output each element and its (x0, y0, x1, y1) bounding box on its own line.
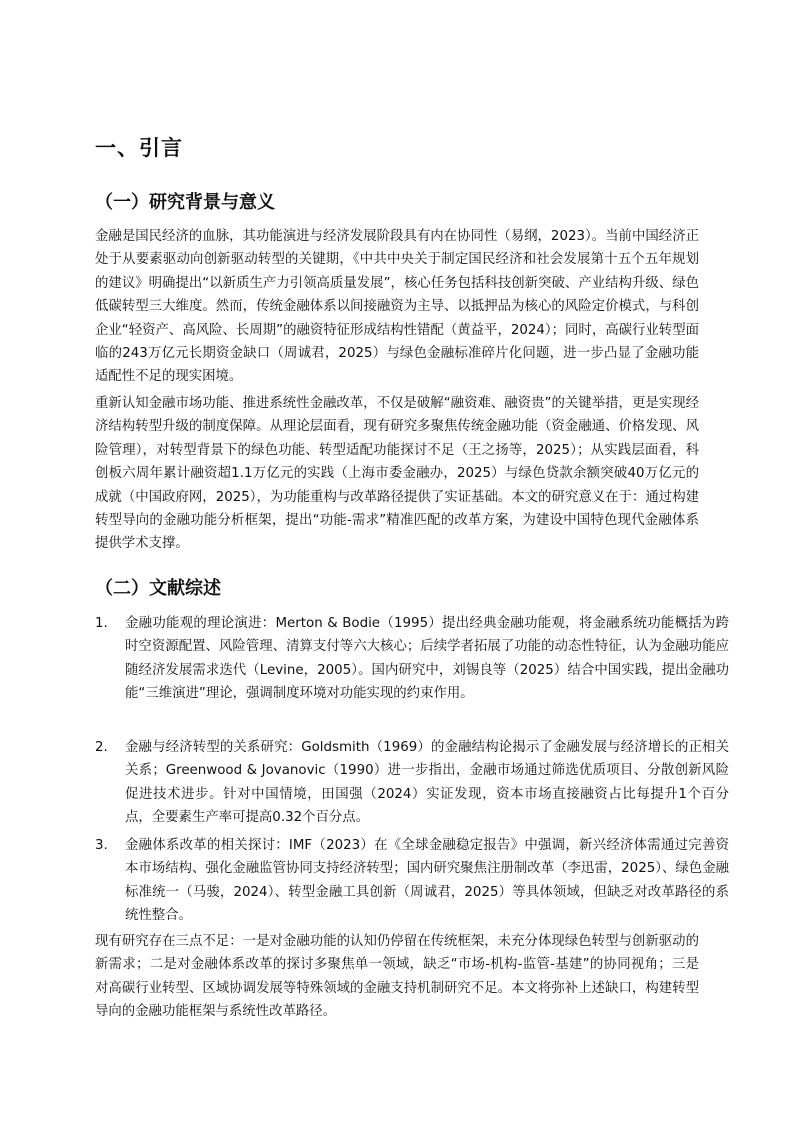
list-item-text: 金融体系改革的相关探讨：IMF（2023）在《全球金融稳定报告》中强调，新兴经济体需通过完善资本市场结构、强化金融监管协同支持经济转型；国内研究聚焦注册制改革（李迅雷，2025）、绿色金融标准统一（马骏，2024）、转型金融工具创新（周诚君，2025）等具体领域，但缺乏对改革路径的系统性整合。 (125, 838, 729, 924)
chapter-heading: 一、引言 (95, 136, 183, 160)
list-item (95, 736, 729, 830)
section-heading-background: （一）研究背景与意义 (95, 192, 275, 213)
list-item-number: 1. (95, 616, 108, 631)
section-heading-literature: （二）文献综述 (95, 578, 221, 599)
list-item (95, 834, 729, 928)
list-item-text: 金融功能观的理论演进：Merton & Bodie（1995）提出经典金融功能观，将金融系统功能概括为跨时空资源配置、风险管理、清算支付等六大核心；后续学者拓展了功能的动态性特征，认为金融功能应随经济发展需求迭代（Levine，2005）。国内研究中，刘锡良等（2025）结合中国实践，提出金融功能“三维演进”理论，强调制度环境对功能实现的约束作用。 (125, 616, 729, 702)
paragraph-background: 金融是国民经济的血脉，其功能演进与经济发展阶段具有内在协同性（易纲，2023）。当前中国经济正处于从要素驱动向创新驱动转型的关键期，《中共中央关于制定国民经济和社会发展第十五个五年规划的建议》明确提出“以新质生产力引领高质量发展”，核心任务包括科技创新突破、产业结构升级、绿色低碳转型三大维度。然而，传统金融体系以间接融资为主导、以抵押品为核心的风险定价模式，与科创企业“轻资产、高风险、长周期”的融资特征形成结构性错配（黄益平，2024）；同时，高碳行业转型面临的243万亿元长期资金缺口（周诚君，2025）与绿色金融标准碎片化问题，进一步凸显了金融功能适配性不足的现实困境。 (95, 229, 699, 385)
paragraph-research-gaps: 现有研究存在三点不足：一是对金融功能的认知仍停留在传统框架，未充分体现绿色转型与创新驱动的新需求；二是对金融体系改革的探讨多聚焦单一领域，缺乏“市场-机构-监管-基建”的协同视角；三是对高碳行业转型、区域协调发展等特殊领域的金融支持机制研究不足。本文将弥补上述缺口，构建转型导向的金融功能框架与系统性改革路径。 (95, 934, 699, 1020)
list-item (95, 612, 729, 706)
list-item-number: 3. (95, 838, 108, 853)
list-item-number: 2. (95, 740, 108, 755)
paragraph-significance: 重新认知金融市场功能、推进系统性金融改革，不仅是破解“融资难、融资贵”的关键举措，更是实现经济结构转型升级的制度保障。从理论层面看，现有研究多聚焦传统金融功能（资金融通、价格发现、风险管理），对转型背景下的绿色功能、转型适配功能探讨不足（王之扬等，2025）；从实践层面看，科创板六周年累计融资超1.1万亿元的实践（上海市委金融办，2025）与绿色贷款余额突破40万亿元的成就（中国政府网，2025），为功能重构与改革路径提供了实证基础。本文的研究意义在于：通过构建转型导向的金融功能分析框架，提出“功能-需求”精准匹配的改革方案，为建设中国特色现代金融体系提供学术支撑。 (95, 396, 699, 552)
list-item-text: 金融与经济转型的关系研究：Goldsmith（1969）的金融结构论揭示了金融发展与经济增长的正相关关系；Greenwood & Jovanovic（1990）进一步指出，金融市场通过筛选优质项目、分散创新风险促进技术进步。针对中国情境，田国强（2024）实证发现，资本市场直接融资占比每提升1个百分点，全要素生产率可提高0.32个百分点。 (125, 740, 729, 826)
